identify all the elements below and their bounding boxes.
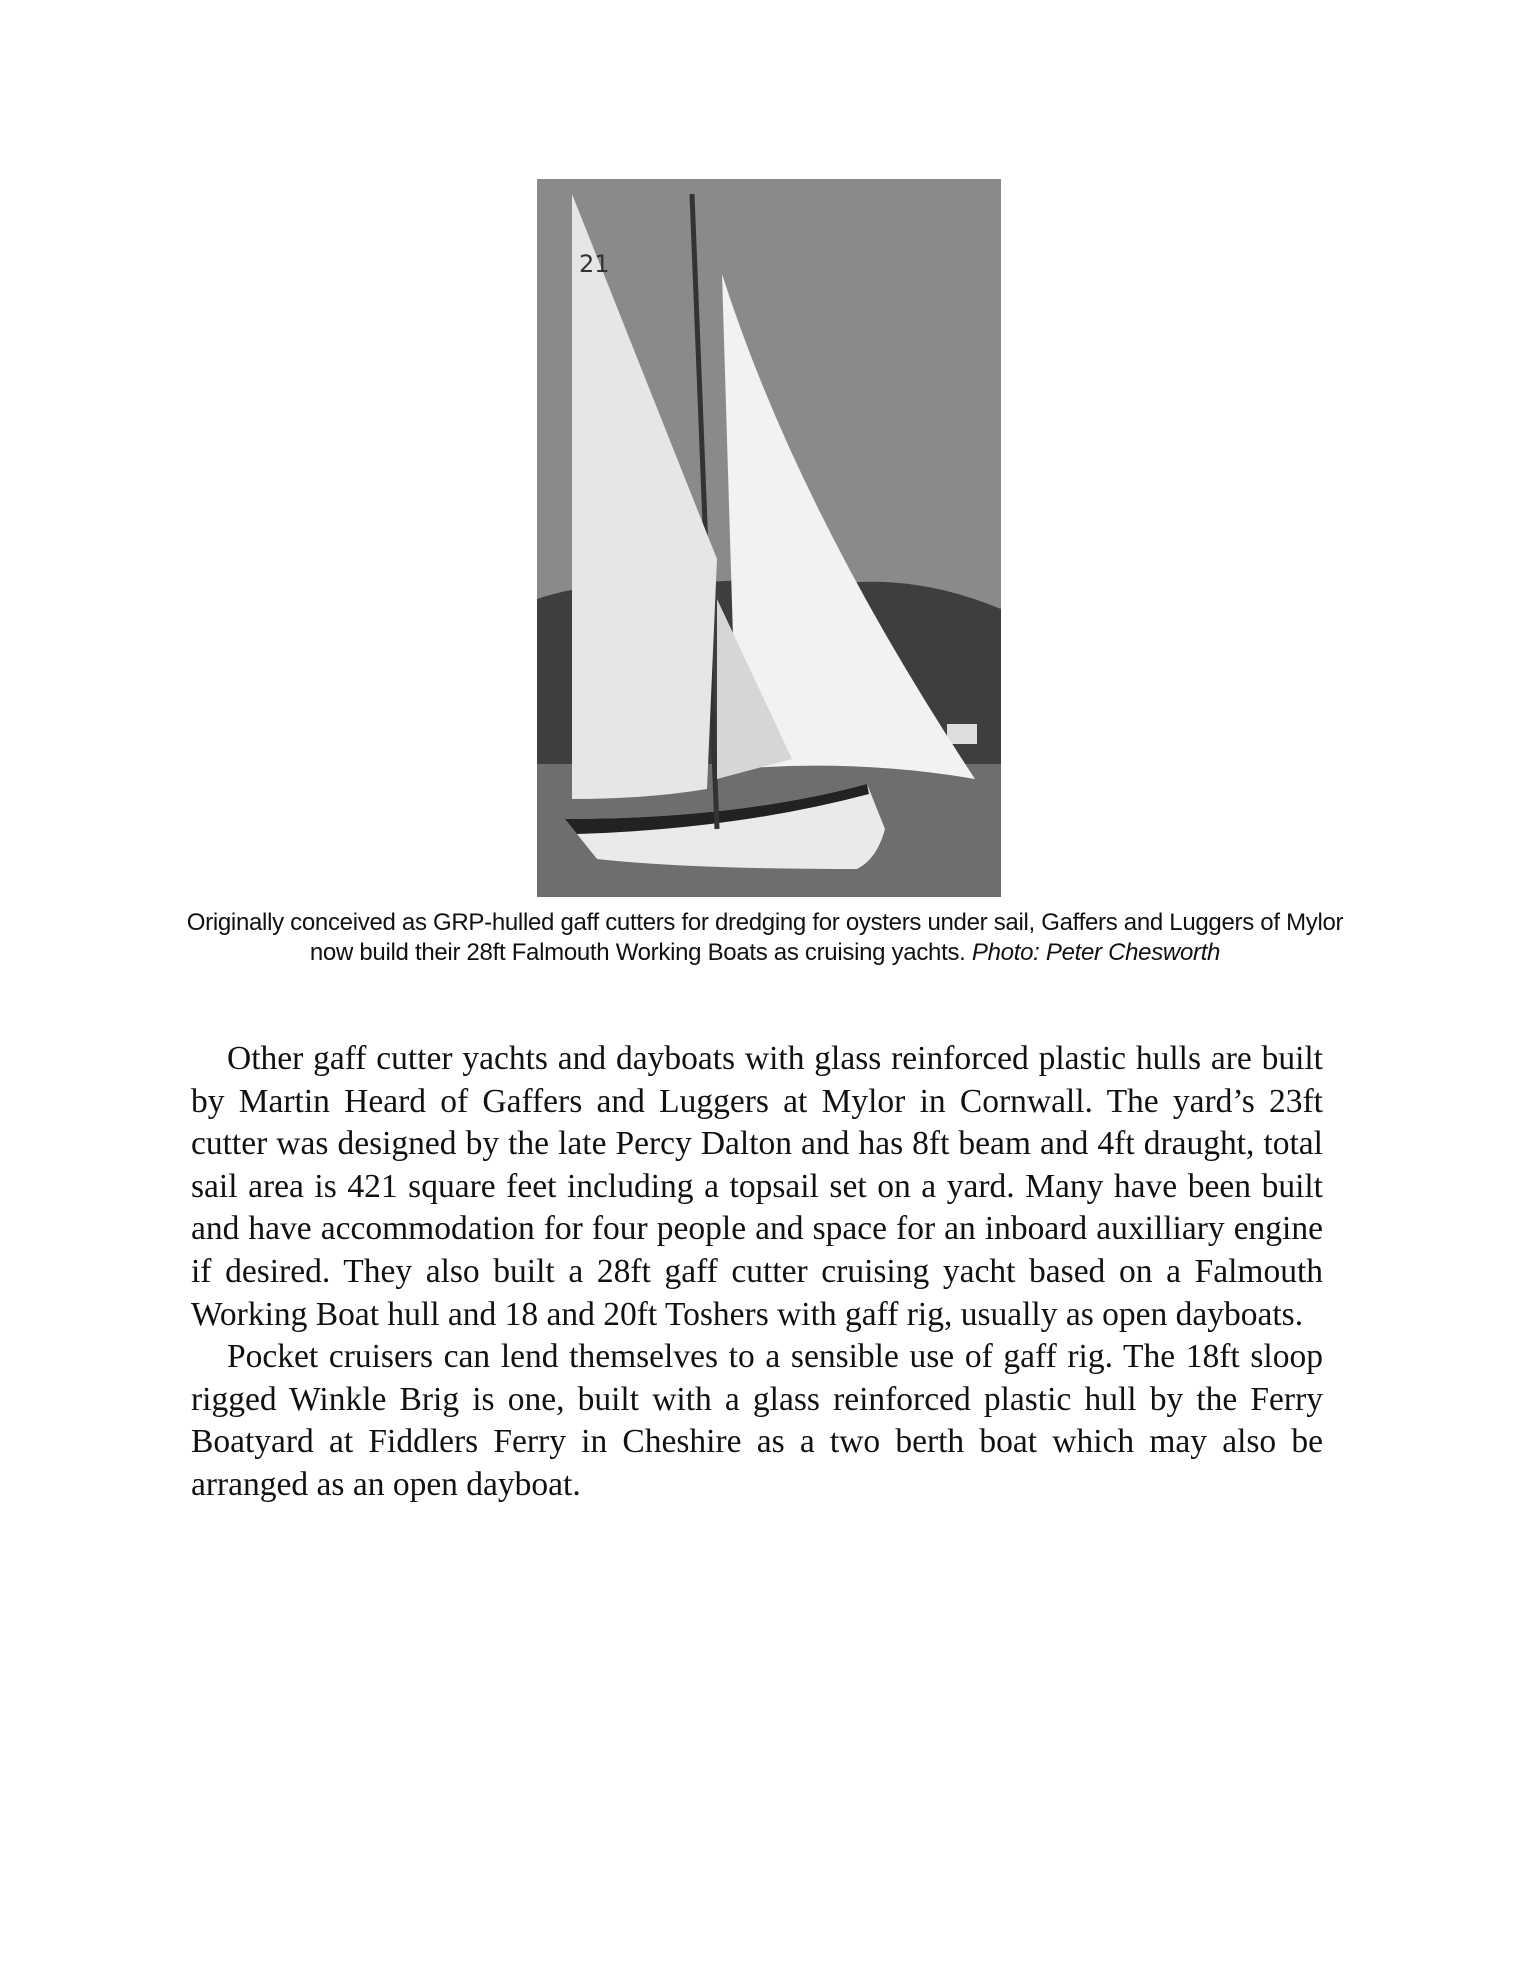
- photo-credit: Photo: Peter Chesworth: [971, 939, 1221, 966]
- sail-number: 21: [579, 250, 610, 278]
- body-text: [191, 1038, 1323, 1507]
- paragraph: Pocket cruisers can lend themselves to a sensible use of gaff rig. The 18ft sloop rigged Winkle Brig is one, built with a glass reinforced plastic hull by the Ferry Boatyard at Fiddlers Ferry in Cheshire as a two berth boat which may also be arranged as an open dayboat.: [191, 1338, 1323, 1503]
- figure-caption: [180, 908, 1350, 968]
- sailboat-photo: [537, 179, 1001, 897]
- paragraph: Other gaff cutter yachts and dayboats with glass reinforced plastic hulls are built by Martin Heard of Gaffers and Luggers at Mylor in Cornwall. The yard’s 23ft cutter was designed by the late Percy Dalton and has 8ft beam and 4ft draught, total sail area is 421 square feet including a topsail set on a yard. Many have been built and have accommodation for four people and space for an inboard auxilliary engine if desired. They also built a 28ft gaff cutter cruising yacht based on a Falmouth Working Boat hull and 18 and 20ft Toshers with gaff rig, usually as open dayboats.: [191, 1040, 1323, 1333]
- caption-text: Originally conceived as GRP-hulled gaff cutters for dredging for oysters under sail, Gaffers and Luggers of Mylor now build their 28ft Falmouth Working Boats as cruising yachts.: [186, 909, 1344, 966]
